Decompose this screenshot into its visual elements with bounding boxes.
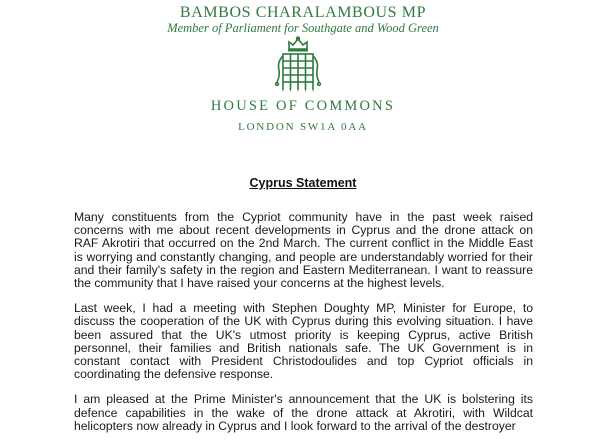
- house-of-commons: HOUSE OF COMMONS: [210, 98, 396, 114]
- paragraph: Last week, I had a meeting with Stephen Doughty MP, Minister for Europe, to discuss the cooperation of the UK with Cyprus during this evolving situation. I have been assured that the UK's utmost priority is keeping Cyprus, active British personnel, their families and British nationals safe. The UK Government is in constant contact with President Christodoulides and top Cypriot officials in coordinating the defensive response.: [74, 301, 533, 382]
- paragraph: Many constituents from the Cypriot community have in the past week raised concerns with me about recent developments in Cyprus and the drone attack on RAF Akrotiri that occurred on the 2nd March. The current conflict in the Middle East is worrying and constantly changing, and people are understandably worried for their and their family's safety in the region and Eastern Mediterranean. I want to reassure the community that I have raised your concerns at the highest levels.: [74, 210, 533, 291]
- mp-name: BAMBOS CHARALAMBOUS MP: [179, 4, 427, 21]
- paragraph: I am pleased at the Prime Minister's announcement that the UK is bolstering its defence capabilities in the wake of the drone attack at Akrotiri, with Wildcat helicopters now already in Cyprus and I look forward to the arrival of the destroyer: [74, 392, 533, 433]
- address: LONDON SW1A 0AA: [238, 121, 368, 133]
- statement-title: Cyprus Statement: [249, 176, 357, 190]
- portcullis-icon: [274, 36, 322, 94]
- mp-role: Member of Parliament for Southgate and Wood Green: [167, 21, 439, 35]
- statement-body: [74, 211, 533, 445]
